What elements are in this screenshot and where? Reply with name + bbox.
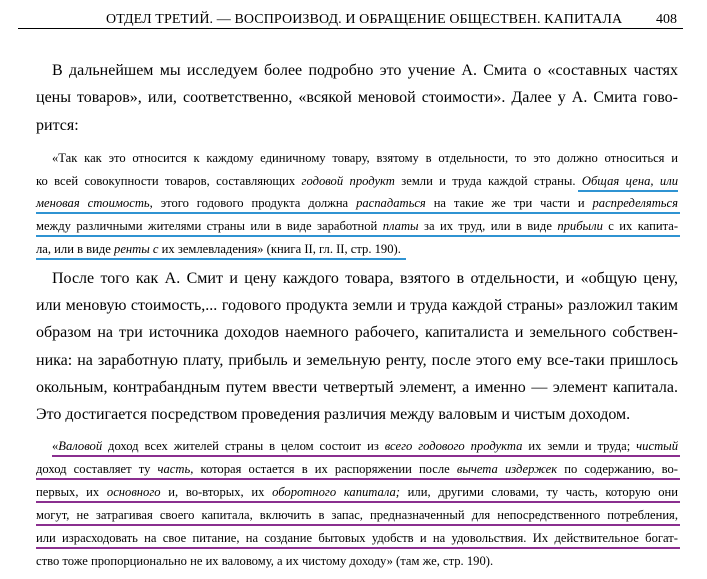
text-line: окольным, контрабандным путем ввести четвертый элемент, а именно — элемент капитала. bbox=[36, 379, 678, 396]
text-line: образом на три источника доходов наемного рабочего, капиталиста и земельного собствен- bbox=[36, 324, 678, 341]
quote-line: первых, их основного и, во-вторых, их оборотного капитала; или, другими словами, ту часть, которую они bbox=[36, 485, 678, 499]
text-line: или меновую стоимость,... годового продукта земли и труда каждой страны» разложил таким bbox=[36, 297, 678, 314]
annotation-underline bbox=[36, 235, 680, 237]
quote-line: могут, не затрагивая своего капитала, включить в запас, предназначенный для непосредственного потребления, bbox=[36, 508, 678, 522]
annotation-underline bbox=[36, 524, 680, 526]
annotation-underline bbox=[36, 501, 680, 503]
annotation-underline bbox=[36, 258, 406, 260]
text-line: После того как А. Смит и цену каждого товара, взятого в отдельности, и «общую цену, bbox=[52, 270, 678, 287]
text-line: В дальнейшем мы исследуем более подробно это учение А. Смита о «составных частях bbox=[52, 62, 678, 79]
quote-line: ство тоже пропорционально не их валовому, а их чистому доходу» (там же, стр. 190). bbox=[36, 554, 494, 568]
quote-line: между различными жителями страны или в виде заработной платы за их труд, или в виде прибыли с их капита- bbox=[36, 219, 679, 233]
annotation-underline bbox=[578, 190, 678, 192]
page-number: 408 bbox=[656, 12, 677, 27]
quote-line: «Валовой доход всех жителей страны в целом состоит из всего годового продукта их земли и труда; чистый bbox=[52, 439, 678, 453]
text-line: ника: на заработную плату, прибыль и земельную ренту, после этого ему все-таки пришлось bbox=[36, 352, 678, 369]
annotation-underline bbox=[36, 478, 680, 480]
annotation-underline bbox=[52, 455, 680, 457]
section-title: ОТДЕЛ ТРЕТИЙ. — ВОСПРОИЗВОД. И ОБРАЩЕНИЕ ОБЩЕСТВЕН. КАПИТАЛА bbox=[106, 12, 623, 27]
text-line: цены товаров», или, соответственно, «всякой меновой стоимости». Далее у А. Смита гово- bbox=[36, 89, 678, 106]
running-header bbox=[18, 4, 683, 29]
annotation-underline bbox=[36, 547, 680, 549]
quote-line: или израсходовать на свое питание, на создание бытовых удобств и на удовольствия. Их действительное богат- bbox=[36, 531, 678, 545]
text-line: Это достигается посредством проведения различия между валовым и чистым доходом. bbox=[36, 406, 631, 423]
quote-line: меновая стоимость, этого годового продукта должна распадаться на такие же три части и распределяться bbox=[36, 196, 678, 210]
quote-line: доход составляет ту часть, которая остается в их распоряжении после вычета издержек по содержанию, во- bbox=[36, 462, 678, 476]
quote-line: ко всей совокупности товаров, составляющих годовой продукт земли и труда каждой страны. Общая цена, или bbox=[36, 174, 679, 188]
quote-line: ла, или в виде ренты с их землевладения» (книга II, гл. II, стр. 190). bbox=[36, 242, 401, 256]
quote-line: «Так как это относится к каждому единичному товару, взятому в отдельности, то это должно относиться и bbox=[52, 151, 678, 165]
text-line: рится: bbox=[36, 117, 79, 134]
annotation-underline bbox=[36, 212, 680, 214]
